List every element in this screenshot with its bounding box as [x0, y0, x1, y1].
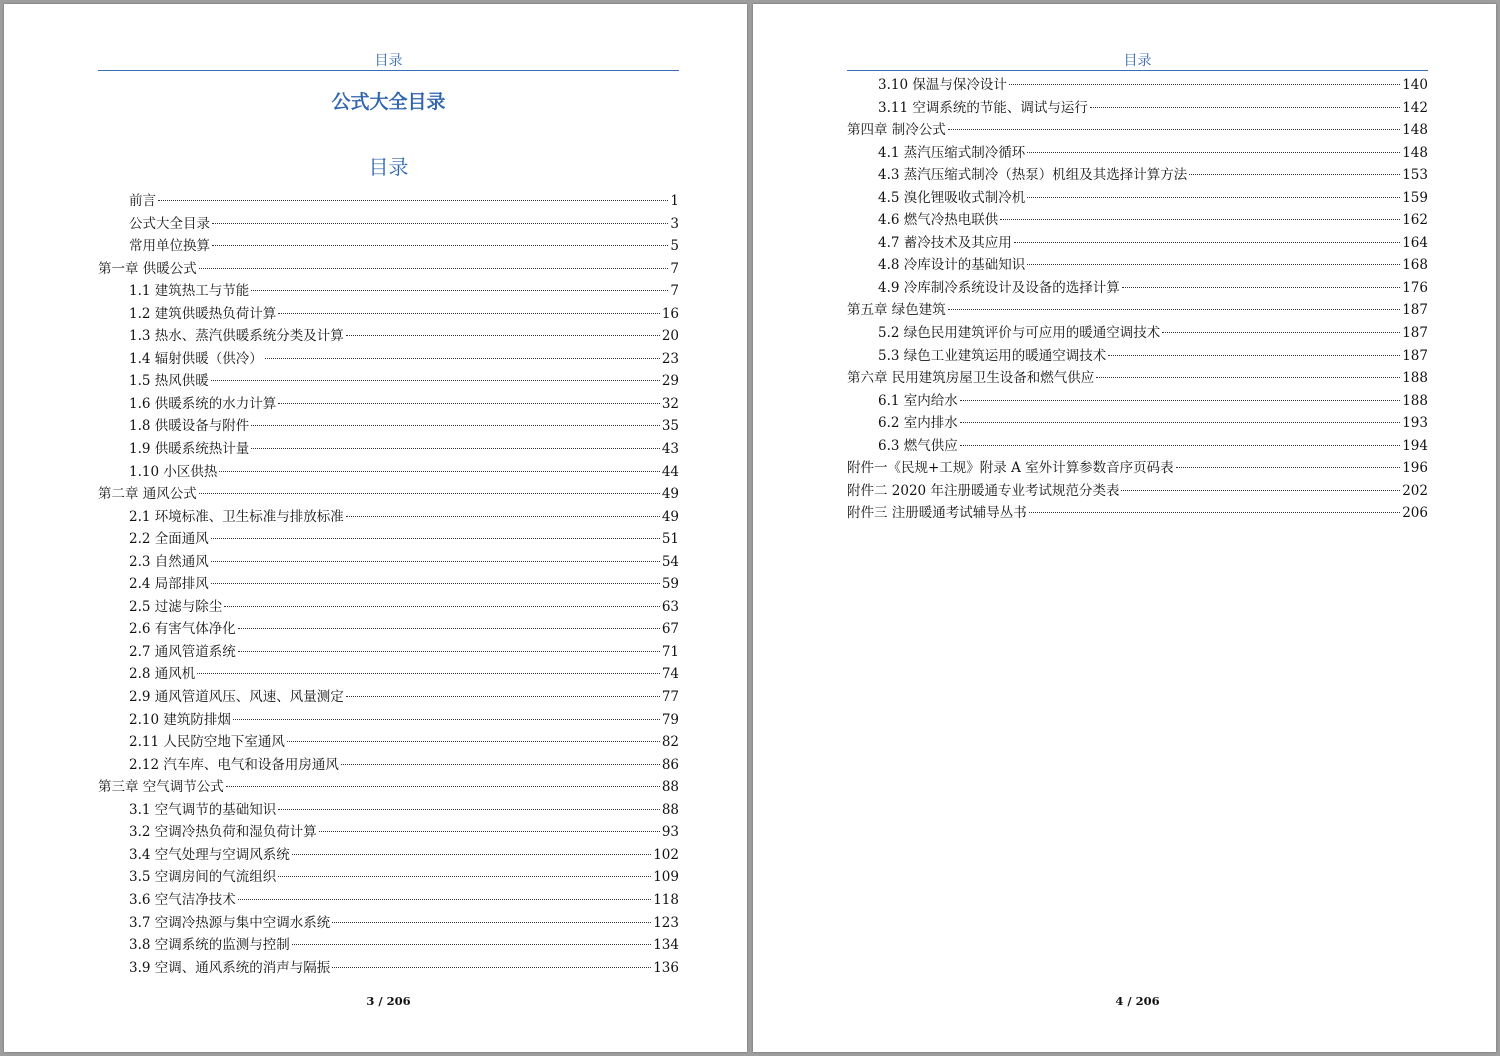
toc-dot-leader	[346, 516, 660, 517]
toc-dot-leader	[948, 129, 1400, 130]
toc-dot-leader	[1009, 84, 1400, 85]
toc-dot-leader	[1029, 512, 1400, 513]
toc-entry-page-number: 102	[653, 846, 679, 863]
toc-entry[interactable]	[98, 370, 679, 393]
toc-entry[interactable]	[98, 235, 679, 258]
toc-entry-label: 1.8 供暖设备与附件	[129, 418, 250, 435]
toc-dot-leader	[948, 309, 1400, 310]
toc-entry-label: 附件三 注册暖通考试辅导丛书	[847, 505, 1027, 522]
toc-dot-leader	[292, 944, 651, 945]
toc-entry-label: 第六章 民用建筑房屋卫生设备和燃气供应	[847, 370, 1095, 387]
document-title: 公式大全目录	[331, 91, 446, 113]
toc-entry-page-number: 54	[661, 553, 679, 570]
toc-entry-label: 第五章 绿色建筑	[847, 302, 946, 319]
toc-entry-page-number: 93	[661, 824, 679, 841]
toc-dot-leader	[1162, 332, 1400, 333]
toc-entry[interactable]	[98, 573, 679, 596]
toc-entry-label: 2.6 有害气体净化	[129, 621, 236, 638]
toc-dot-leader	[346, 335, 660, 336]
toc-entry[interactable]	[98, 213, 679, 236]
toc-entry[interactable]	[847, 412, 1428, 435]
toc-entry[interactable]	[847, 209, 1428, 232]
toc-entry-page-number: 148	[1402, 122, 1428, 139]
toc-entry-label: 4.1 蒸汽压缩式制冷循环	[878, 144, 1026, 161]
toc-entry[interactable]	[847, 164, 1428, 187]
toc-dot-leader	[233, 719, 660, 720]
toc-entry-label: 3.7 空调冷热源与集中空调水系统	[129, 914, 331, 931]
toc-entry-label: 4.7 蓄冷技术及其应用	[878, 234, 1012, 251]
toc-entry-label: 5.2 绿色民用建筑评价与可应用的暖通空调技术	[878, 325, 1161, 342]
toc-dot-leader	[319, 831, 660, 832]
toc-entry[interactable]	[98, 663, 679, 686]
toc-entry-label: 2.4 局部排风	[129, 576, 209, 593]
toc-dot-leader	[212, 223, 668, 224]
toc-entry[interactable]	[98, 776, 679, 799]
toc-entry-page-number: 79	[661, 711, 679, 728]
toc-dot-leader	[219, 471, 659, 472]
toc-entry[interactable]	[98, 754, 679, 777]
toc-dot-leader	[158, 200, 668, 201]
toc-entry[interactable]	[98, 461, 679, 484]
toc-dot-leader	[1176, 467, 1401, 468]
toc-entry[interactable]	[98, 303, 679, 326]
toc-entry-label: 2.7 通风管道系统	[129, 643, 236, 660]
toc-entry[interactable]	[98, 393, 679, 416]
toc-entry-page-number: 43	[661, 441, 679, 458]
toc-entry-page-number: 49	[661, 486, 679, 503]
toc-entry-page-number: 193	[1402, 415, 1428, 432]
toc-dot-leader	[278, 876, 651, 877]
toc-entry[interactable]	[847, 480, 1428, 503]
toc-entry-page-number: 153	[1402, 167, 1428, 184]
toc-dot-leader	[211, 380, 660, 381]
toc-entry-page-number: 134	[653, 937, 679, 954]
toc-entry[interactable]	[98, 325, 679, 348]
toc-entry-page-number: 188	[1402, 370, 1428, 387]
toc-entry[interactable]	[847, 345, 1428, 368]
toc-dot-leader	[238, 899, 651, 900]
toc-entry-label: 第三章 空气调节公式	[98, 779, 224, 796]
toc-entry[interactable]	[847, 277, 1428, 300]
toc-entry-label: 1.4 辐射供暖（供冷）	[129, 350, 263, 367]
toc-entry-page-number: 176	[1402, 279, 1428, 296]
toc-entry-label: 3.10 保温与保冷设计	[878, 77, 1007, 93]
toc-heading: 目录	[368, 155, 409, 179]
toc-entry-label: 3.9 空调、通风系统的消声与隔振	[129, 959, 331, 976]
toc-entry-page-number: 188	[1402, 392, 1428, 409]
toc-entry-page-number: 187	[1402, 302, 1428, 319]
toc-entry-label: 1.3 热水、蒸汽供暖系统分类及计算	[129, 328, 344, 345]
toc-entry-label: 4.8 冷库设计的基础知识	[878, 257, 1026, 274]
toc-entry-label: 第二章 通风公式	[98, 486, 197, 503]
toc-entry-page-number: 86	[661, 756, 679, 773]
toc-entry[interactable]	[98, 799, 679, 822]
toc-entry-page-number: 202	[1402, 482, 1428, 499]
toc-entry-label: 附件二 2020 年注册暖通专业考试规范分类表	[847, 482, 1120, 499]
running-head: 目录	[374, 53, 403, 69]
toc-entry-page-number: 109	[653, 869, 679, 886]
toc-dot-leader	[199, 268, 669, 269]
toc-entry-page-number: 148	[1402, 144, 1428, 161]
toc-entry-label: 第一章 供暖公式	[98, 260, 197, 277]
toc-entry-label: 1.1 建筑热工与节能	[129, 283, 250, 300]
toc-entry[interactable]	[847, 502, 1428, 525]
toc-entry-label: 2.1 环境标准、卫生标准与排放标准	[129, 508, 344, 525]
toc-entry[interactable]	[98, 934, 679, 957]
toc-entry-label: 4.5 溴化锂吸收式制冷机	[878, 189, 1026, 206]
toc-dot-leader	[278, 403, 660, 404]
toc-entry-label: 3.4 空气处理与空调风系统	[129, 846, 290, 863]
page-number-footer: 4 / 206	[1115, 994, 1160, 1008]
toc-entry-label: 1.2 建筑供暖热负荷计算	[129, 305, 277, 322]
toc-entry[interactable]	[847, 390, 1428, 413]
toc-entry-page-number: 59	[661, 576, 679, 593]
toc-dot-leader	[1090, 107, 1400, 108]
toc-entry-page-number: 67	[661, 621, 679, 638]
toc-entry-label: 3.11 空调系统的节能、调试与运行	[878, 99, 1088, 116]
toc-entry[interactable]	[98, 866, 679, 889]
header-rule	[847, 70, 1428, 71]
toc-dot-leader	[251, 290, 668, 291]
toc-entry-page-number: 140	[1402, 77, 1428, 93]
toc-dot-leader	[1122, 287, 1400, 288]
toc-entry[interactable]	[98, 821, 679, 844]
toc-entry[interactable]	[847, 457, 1428, 480]
toc-dot-leader	[278, 313, 660, 314]
toc-entry-page-number: 23	[661, 350, 679, 367]
toc-entry[interactable]	[847, 322, 1428, 345]
toc-dot-leader	[346, 696, 660, 697]
toc-entry-page-number: 123	[653, 914, 679, 931]
toc-dot-leader	[1027, 152, 1400, 153]
toc-entry-label: 6.1 室内给水	[878, 392, 958, 409]
table-of-contents	[847, 74, 1428, 525]
toc-entry[interactable]	[847, 254, 1428, 277]
toc-entry-page-number: 159	[1402, 189, 1428, 206]
toc-dot-leader	[1014, 242, 1400, 243]
toc-dot-leader	[238, 651, 660, 652]
toc-entry[interactable]	[847, 367, 1428, 390]
toc-entry[interactable]	[98, 551, 679, 574]
toc-entry-page-number: 35	[661, 418, 679, 435]
toc-entry-label: 第四章 制冷公式	[847, 122, 946, 139]
toc-entry-label: 4.3 蒸汽压缩式制冷（热泵）机组及其选择计算方法	[878, 167, 1188, 184]
toc-dot-leader	[960, 445, 1400, 446]
toc-entry-label: 2.3 自然通风	[129, 553, 209, 570]
toc-dot-leader	[287, 741, 660, 742]
toc-entry-page-number: 88	[661, 779, 679, 796]
toc-dot-leader	[332, 967, 651, 968]
toc-dot-leader	[211, 561, 660, 562]
toc-entry[interactable]	[847, 142, 1428, 165]
toc-entry-label: 3.2 空调冷热负荷和湿负荷计算	[129, 824, 317, 841]
page-number-footer: 3 / 206	[366, 994, 411, 1008]
toc-entry-page-number: 74	[661, 666, 679, 683]
toc-entry-label: 2.11 人民防空地下室通风	[129, 734, 285, 751]
toc-entry-label: 6.3 燃气供应	[878, 437, 958, 454]
toc-dot-leader	[960, 400, 1400, 401]
toc-dot-leader	[251, 448, 660, 449]
toc-dot-leader	[265, 358, 660, 359]
toc-entry[interactable]	[98, 280, 679, 303]
toc-entry-page-number: 187	[1402, 325, 1428, 342]
toc-entry-label: 2.8 通风机	[129, 666, 196, 683]
toc-entry-page-number: 82	[661, 734, 679, 751]
toc-entry[interactable]	[98, 596, 679, 619]
toc-entry[interactable]	[847, 187, 1428, 210]
toc-entry-page-number: 196	[1402, 460, 1428, 477]
toc-dot-leader	[238, 628, 660, 629]
table-of-contents	[98, 190, 679, 979]
toc-dot-leader	[1027, 197, 1400, 198]
toc-entry-label: 4.9 冷库制冷系统设计及设备的选择计算	[878, 279, 1120, 296]
toc-entry-label: 公式大全目录	[129, 215, 210, 232]
toc-dot-leader	[199, 493, 660, 494]
toc-entry-label: 4.6 燃气冷热电联供	[878, 212, 999, 229]
toc-entry[interactable]	[98, 348, 679, 371]
toc-entry[interactable]	[98, 483, 679, 506]
toc-entry-page-number: 194	[1402, 437, 1428, 454]
toc-dot-leader	[341, 764, 660, 765]
header-rule	[98, 70, 679, 71]
toc-entry-label: 2.9 通风管道风压、风速、风量测定	[129, 689, 344, 706]
toc-entry[interactable]	[98, 641, 679, 664]
toc-entry[interactable]	[98, 506, 679, 529]
toc-entry-label: 3.5 空调房间的气流组织	[129, 869, 277, 886]
toc-entry-label: 1.10 小区供热	[129, 463, 218, 480]
toc-entry[interactable]	[98, 912, 679, 935]
toc-entry[interactable]	[98, 190, 679, 213]
toc-dot-leader	[212, 245, 668, 246]
toc-entry[interactable]	[847, 74, 1428, 97]
toc-entry-page-number: 142	[1402, 99, 1428, 116]
toc-entry-page-number: 136	[653, 959, 679, 976]
toc-entry[interactable]	[847, 97, 1428, 120]
toc-entry-page-number: 32	[661, 395, 679, 412]
toc-entry[interactable]	[847, 299, 1428, 322]
toc-entry-page-number: 63	[661, 598, 679, 615]
toc-entry[interactable]	[847, 435, 1428, 458]
toc-entry[interactable]	[98, 528, 679, 551]
toc-dot-leader	[292, 854, 651, 855]
toc-entry-page-number: 51	[661, 531, 679, 548]
toc-entry-page-number: 44	[661, 463, 679, 480]
toc-dot-leader	[1108, 355, 1400, 356]
toc-entry-label: 1.6 供暖系统的水力计算	[129, 395, 277, 412]
toc-dot-leader	[224, 606, 660, 607]
toc-dot-leader	[1189, 174, 1400, 175]
toc-entry-label: 3.8 空调系统的监测与控制	[129, 937, 290, 954]
toc-dot-leader	[1121, 490, 1400, 491]
toc-entry-label: 1.9 供暖系统热计量	[129, 441, 250, 458]
toc-entry-label: 3.1 空气调节的基础知识	[129, 801, 277, 818]
toc-dot-leader	[1096, 377, 1400, 378]
toc-entry-page-number: 20	[661, 328, 679, 345]
toc-entry-page-number: 49	[661, 508, 679, 525]
toc-entry-page-number: 1	[670, 193, 679, 209]
toc-dot-leader	[1027, 264, 1400, 265]
toc-entry-page-number: 77	[661, 689, 679, 706]
toc-entry-page-number: 162	[1402, 212, 1428, 229]
toc-entry-label: 1.5 热风供暖	[129, 373, 209, 390]
toc-dot-leader	[211, 583, 660, 584]
toc-entry[interactable]	[98, 686, 679, 709]
toc-entry[interactable]	[98, 438, 679, 461]
toc-entry[interactable]	[98, 844, 679, 867]
toc-dot-leader	[278, 809, 660, 810]
toc-entry-label: 2.5 过滤与除尘	[129, 598, 223, 615]
toc-entry[interactable]	[98, 415, 679, 438]
toc-entry-page-number: 71	[661, 643, 679, 660]
toc-dot-leader	[1000, 219, 1400, 220]
toc-entry-page-number: 206	[1402, 505, 1428, 522]
toc-entry-label: 2.12 汽车库、电气和设备用房通风	[129, 756, 339, 773]
toc-entry-label: 3.6 空气洁净技术	[129, 891, 236, 908]
toc-entry-label: 2.10 建筑防排烟	[129, 711, 231, 728]
toc-entry-page-number: 187	[1402, 347, 1428, 364]
toc-entry[interactable]	[847, 232, 1428, 255]
toc-entry-label: 5.3 绿色工业建筑运用的暖通空调技术	[878, 347, 1107, 364]
running-head: 目录	[1123, 53, 1152, 69]
toc-dot-leader	[211, 538, 660, 539]
toc-entry[interactable]	[98, 731, 679, 754]
toc-entry[interactable]	[98, 618, 679, 641]
toc-dot-leader	[251, 425, 660, 426]
toc-entry[interactable]	[98, 258, 679, 281]
toc-entry-label: 6.2 室内排水	[878, 415, 958, 432]
toc-entry-label: 常用单位换算	[129, 238, 210, 255]
toc-entry[interactable]	[847, 119, 1428, 142]
toc-entry[interactable]	[98, 957, 679, 980]
toc-entry-label: 2.2 全面通风	[129, 531, 209, 548]
toc-entry-page-number: 5	[670, 238, 679, 255]
toc-entry-page-number: 7	[670, 283, 679, 300]
toc-entry-page-number: 29	[661, 373, 679, 390]
toc-entry[interactable]	[98, 889, 679, 912]
document-page-right	[753, 4, 1496, 1052]
toc-entry-page-number: 88	[661, 801, 679, 818]
toc-entry-page-number: 7	[670, 260, 679, 277]
toc-dot-leader	[332, 922, 651, 923]
toc-entry-page-number: 3	[670, 215, 679, 232]
toc-dot-leader	[197, 673, 660, 674]
toc-entry-page-number: 118	[653, 891, 679, 908]
toc-entry-page-number: 168	[1402, 257, 1428, 274]
toc-dot-leader	[960, 422, 1400, 423]
toc-entry-label: 附件一《民规+工规》附录 A 室外计算参数音序页码表	[847, 460, 1174, 477]
toc-entry-label: 前言	[129, 193, 156, 209]
toc-dot-leader	[226, 786, 660, 787]
toc-entry[interactable]	[98, 709, 679, 732]
document-page-left	[4, 4, 747, 1052]
toc-entry-page-number: 16	[661, 305, 679, 322]
toc-entry-page-number: 164	[1402, 234, 1428, 251]
